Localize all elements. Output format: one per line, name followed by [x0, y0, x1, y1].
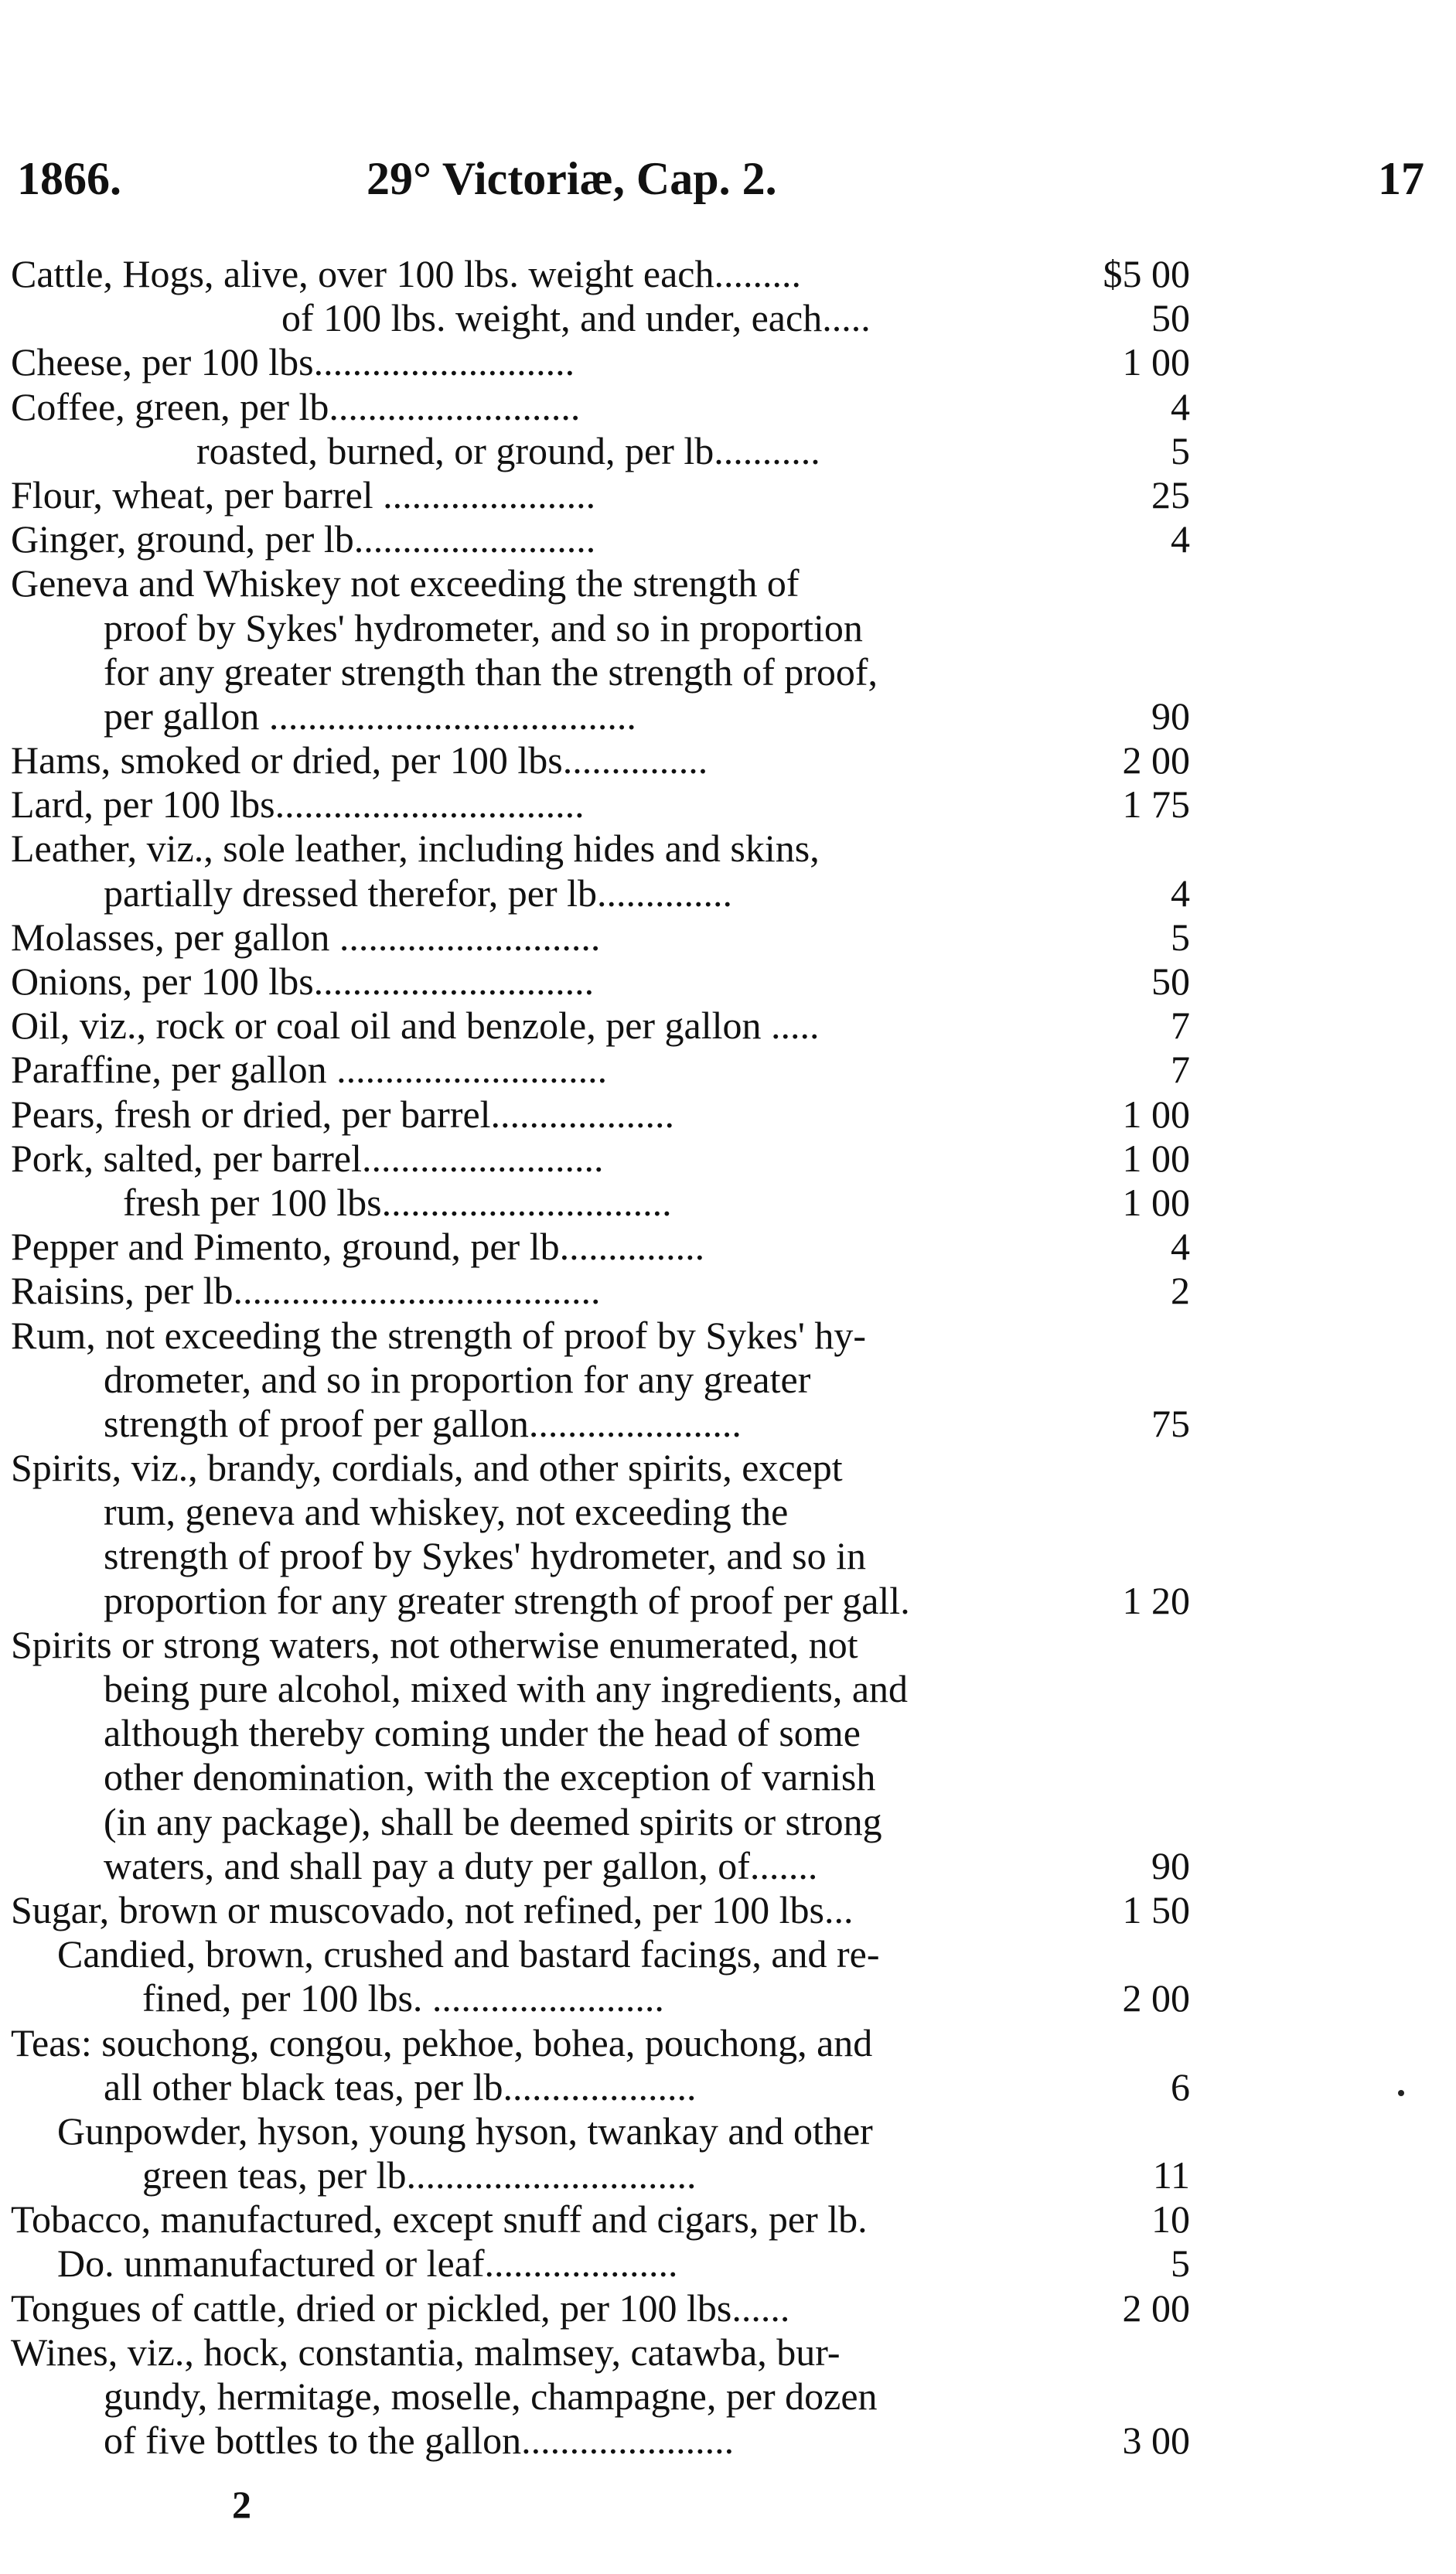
entry-line	[11, 1932, 1186, 1976]
entry-line	[11, 517, 1190, 561]
duty-amount: 4	[1171, 1225, 1190, 1269]
page-header	[17, 144, 1424, 213]
duty-amount: 1 50	[1122, 1887, 1190, 1931]
entry-text: partially dressed therefor, per lb..............	[104, 871, 733, 915]
entry-line	[11, 1225, 1190, 1269]
entry-line	[11, 296, 1190, 340]
entry-text: rum, geneva and whiskey, not exceeding the	[104, 1490, 789, 1534]
duty-amount: 90	[1151, 694, 1190, 738]
tariff-entry	[11, 2286, 1190, 2330]
entry-text: Cheese, per 100 lbs...........................	[11, 340, 575, 384]
duty-amount: 90	[1151, 1843, 1190, 1887]
header-title: 29° Victoriæ, Cap. 2.	[367, 153, 777, 204]
tariff-entry	[11, 561, 1190, 738]
entry-text: Candied, brown, crushed and bastard facings, and re-	[57, 1932, 880, 1976]
duty-amount: 4	[1171, 871, 1190, 915]
entry-text: Pork, salted, per barrel.........................	[11, 1136, 604, 1180]
entry-text: Molasses, per gallon ...........................	[11, 915, 601, 959]
entry-line	[11, 738, 1190, 782]
tariff-entry	[11, 340, 1190, 384]
tariff-entry	[11, 915, 1190, 960]
entry-line	[11, 2064, 1190, 2109]
tariff-entry	[11, 252, 1190, 340]
entry-line	[11, 827, 1186, 871]
entry-line	[11, 1667, 1186, 1711]
entry-text: being pure alcohol, mixed with any ingredients, and	[104, 1667, 909, 1710]
duty-amount: 7	[1171, 1048, 1190, 1092]
tariff-entry	[11, 1313, 1190, 1447]
entry-line	[11, 1269, 1190, 1313]
duty-amount: 10	[1151, 2197, 1190, 2242]
tariff-entry	[11, 2330, 1190, 2463]
duty-amount: 25	[1151, 472, 1190, 517]
entry-line	[11, 1180, 1190, 1225]
tariff-entry	[11, 827, 1190, 915]
tariff-entry	[11, 2020, 1190, 2198]
duty-amount: 50	[1151, 296, 1190, 340]
entry-line	[11, 871, 1190, 915]
duty-amount: 6	[1171, 2064, 1190, 2109]
entry-line	[11, 1623, 1186, 1667]
entry-text: (in any package), shall be deemed spirits or strong	[104, 1799, 882, 1843]
duty-amount: 1 75	[1122, 782, 1190, 827]
entry-line	[11, 1534, 1186, 1578]
duty-amount: 50	[1151, 960, 1190, 1003]
entry-text: Ginger, ground, per lb.........................	[11, 517, 596, 561]
duty-amount: 7	[1171, 1004, 1190, 1048]
entry-text: fresh per 100 lbs..............................	[123, 1180, 672, 1224]
entry-text: Flour, wheat, per barrel ......................	[11, 472, 596, 517]
entry-line	[11, 2021, 1186, 2065]
entry-text: Lard, per 100 lbs................................	[11, 782, 585, 827]
tariff-entry	[11, 517, 1190, 561]
entry-text: Cattle, Hogs, alive, over 100 lbs. weight each.........	[11, 252, 801, 295]
entry-text: of five bottles to the gallon......................	[104, 2419, 735, 2463]
entry-line	[11, 2330, 1186, 2375]
entry-line	[11, 1401, 1190, 1446]
tariff-entry	[11, 782, 1190, 827]
entry-text: Do. unmanufactured or leaf....................	[57, 2242, 678, 2286]
entry-text: Onions, per 100 lbs.............................	[11, 960, 595, 1003]
entry-line	[11, 252, 1190, 296]
duty-amount: 1 00	[1122, 1180, 1190, 1224]
entry-text: Teas: souchong, congou, pekhoe, bohea, pouchong, and	[11, 2020, 873, 2064]
entry-line	[11, 428, 1190, 473]
entry-text: Pepper and Pimento, ground, per lb...............	[11, 1225, 705, 1269]
duty-amount: 5	[1171, 915, 1190, 959]
entry-text: Hams, smoked or dried, per 100 lbs...............	[11, 738, 708, 782]
entry-line	[11, 1755, 1186, 1799]
entry-line	[11, 1092, 1190, 1137]
entry-line	[11, 694, 1190, 738]
entry-line	[11, 1800, 1186, 1844]
entry-line	[11, 1887, 1190, 1932]
entry-line	[11, 915, 1190, 960]
tariff-entry	[11, 738, 1190, 782]
print-speck	[1398, 2090, 1404, 2096]
entry-line	[11, 2109, 1186, 2153]
entry-text: for any greater strength than the strength of proof,	[104, 649, 878, 694]
header-year: 1866.	[17, 153, 121, 204]
entry-line	[11, 2375, 1186, 2419]
entry-text: Oil, viz., rock or coal oil and benzole, per gallon .....	[11, 1004, 820, 1048]
duty-amount: $5 00	[1103, 252, 1190, 295]
entry-line	[11, 1314, 1186, 1358]
duty-amount: 1 20	[1122, 1578, 1190, 1622]
duty-amount: 11	[1152, 2153, 1190, 2197]
tariff-entry	[11, 1622, 1190, 1888]
entry-line	[11, 384, 1190, 429]
tariff-entry	[11, 1092, 1190, 1137]
tariff-entry	[11, 1004, 1190, 1048]
entry-text: Coffee, green, per lb..........................	[11, 384, 581, 428]
tariff-entry	[11, 2197, 1190, 2286]
entry-text: proof by Sykes' hydrometer, and so in proportion	[104, 605, 863, 649]
entry-text: of 100 lbs. weight, and under, each.....	[281, 296, 871, 340]
duty-amount: 4	[1171, 384, 1190, 428]
duty-amount: 1 00	[1122, 1136, 1190, 1180]
duty-amount: 2 00	[1122, 1976, 1190, 2020]
entry-text: Tobacco, manufactured, except snuff and cigars, per lb.	[11, 2197, 868, 2242]
entry-text: Raisins, per lb......................................	[11, 1269, 601, 1313]
entry-text: proportion for any greater strength of proof per gall.	[104, 1578, 910, 1622]
duty-amount: 2 00	[1122, 2286, 1190, 2330]
entry-text: other denomination, with the exception of varnish	[104, 1755, 876, 1799]
entry-text: waters, and shall pay a duty per gallon, of.......	[104, 1843, 818, 1887]
duty-amount: 5	[1171, 2242, 1190, 2286]
entry-text: Tongues of cattle, dried or pickled, per 100 lbs......	[11, 2286, 790, 2330]
entry-text: gundy, hermitage, moselle, champagne, per dozen	[104, 2375, 878, 2418]
entry-line	[11, 2286, 1190, 2330]
entry-text: per gallon ......................................	[104, 694, 636, 738]
tariff-entry	[11, 1048, 1190, 1092]
entry-text: strength of proof per gallon......................	[104, 1401, 742, 1445]
duty-amount: 3 00	[1122, 2419, 1190, 2463]
tariff-entry	[11, 1136, 1190, 1225]
entry-text: Wines, viz., hock, constantia, malmsey, catawba, bur-	[11, 2330, 841, 2374]
entry-line	[11, 2419, 1190, 2463]
tariff-list	[11, 252, 1190, 2463]
entry-line	[11, 561, 1186, 605]
duty-amount: 4	[1171, 517, 1190, 561]
entry-text: Rum, not exceeding the strength of proof by Sykes' hy-	[11, 1313, 867, 1357]
entry-text: all other black teas, per lb....................	[104, 2064, 697, 2109]
entry-line	[11, 1004, 1190, 1048]
tariff-entry	[11, 960, 1190, 1004]
entry-line	[11, 960, 1190, 1004]
entry-line	[11, 650, 1186, 694]
entry-text: strength of proof by Sykes' hydrometer, and so in	[104, 1534, 867, 1578]
entry-text: Paraffine, per gallon ............................	[11, 1048, 608, 1092]
entry-line	[11, 472, 1190, 517]
entry-line	[11, 340, 1190, 384]
entry-text: although thereby coming under the head of some	[104, 1711, 861, 1755]
tariff-entry	[11, 1887, 1190, 2021]
duty-amount: 1 00	[1122, 1092, 1190, 1136]
entry-text: Pears, fresh or dried, per barrel...................	[11, 1092, 675, 1136]
entry-line	[11, 1976, 1190, 2020]
entry-text: Sugar, brown or muscovado, not refined, per 100 lbs...	[11, 1887, 854, 1931]
entry-line	[11, 1711, 1186, 1755]
entry-line	[11, 782, 1190, 827]
duty-amount: 1 00	[1122, 340, 1190, 384]
entry-line	[11, 1136, 1190, 1181]
tariff-entry	[11, 384, 1190, 473]
entry-text: roasted, burned, or ground, per lb...........	[196, 428, 820, 472]
tariff-entry	[11, 1446, 1190, 1623]
tariff-entry	[11, 1269, 1190, 1313]
entry-text: Leather, viz., sole leather, including hides and skins,	[11, 827, 820, 871]
entry-text: Geneva and Whiskey not exceeding the strength of	[11, 561, 800, 605]
entry-line	[11, 1446, 1186, 1490]
signature-mark: 2	[232, 2483, 251, 2526]
tariff-entry	[11, 1225, 1190, 1269]
entry-line	[11, 2197, 1190, 2242]
entry-line	[11, 2242, 1190, 2286]
entry-line	[11, 1490, 1186, 1534]
entry-line	[11, 1843, 1190, 1888]
entry-text: Spirits or strong waters, not otherwise enumerated, not	[11, 1622, 858, 1666]
entry-line	[11, 1578, 1190, 1623]
entry-text: green teas, per lb..............................	[142, 2153, 697, 2197]
entry-text: drometer, and so in proportion for any greater	[104, 1357, 811, 1401]
entry-line	[11, 1358, 1186, 1402]
duty-amount: 75	[1151, 1401, 1190, 1445]
entry-line	[11, 2153, 1190, 2197]
page-number: 17	[1378, 153, 1424, 204]
duty-amount: 2 00	[1122, 738, 1190, 782]
tariff-entry	[11, 472, 1190, 517]
entry-text: Gunpowder, hyson, young hyson, twankay and other	[57, 2109, 873, 2153]
entry-line	[11, 606, 1186, 650]
duty-amount: 5	[1171, 428, 1190, 472]
entry-text: Spirits, viz., brandy, cordials, and other spirits, except	[11, 1446, 843, 1490]
duty-amount: 2	[1171, 1269, 1190, 1313]
entry-line	[11, 1048, 1190, 1092]
entry-text: fined, per 100 lbs. ........................	[142, 1976, 664, 2020]
